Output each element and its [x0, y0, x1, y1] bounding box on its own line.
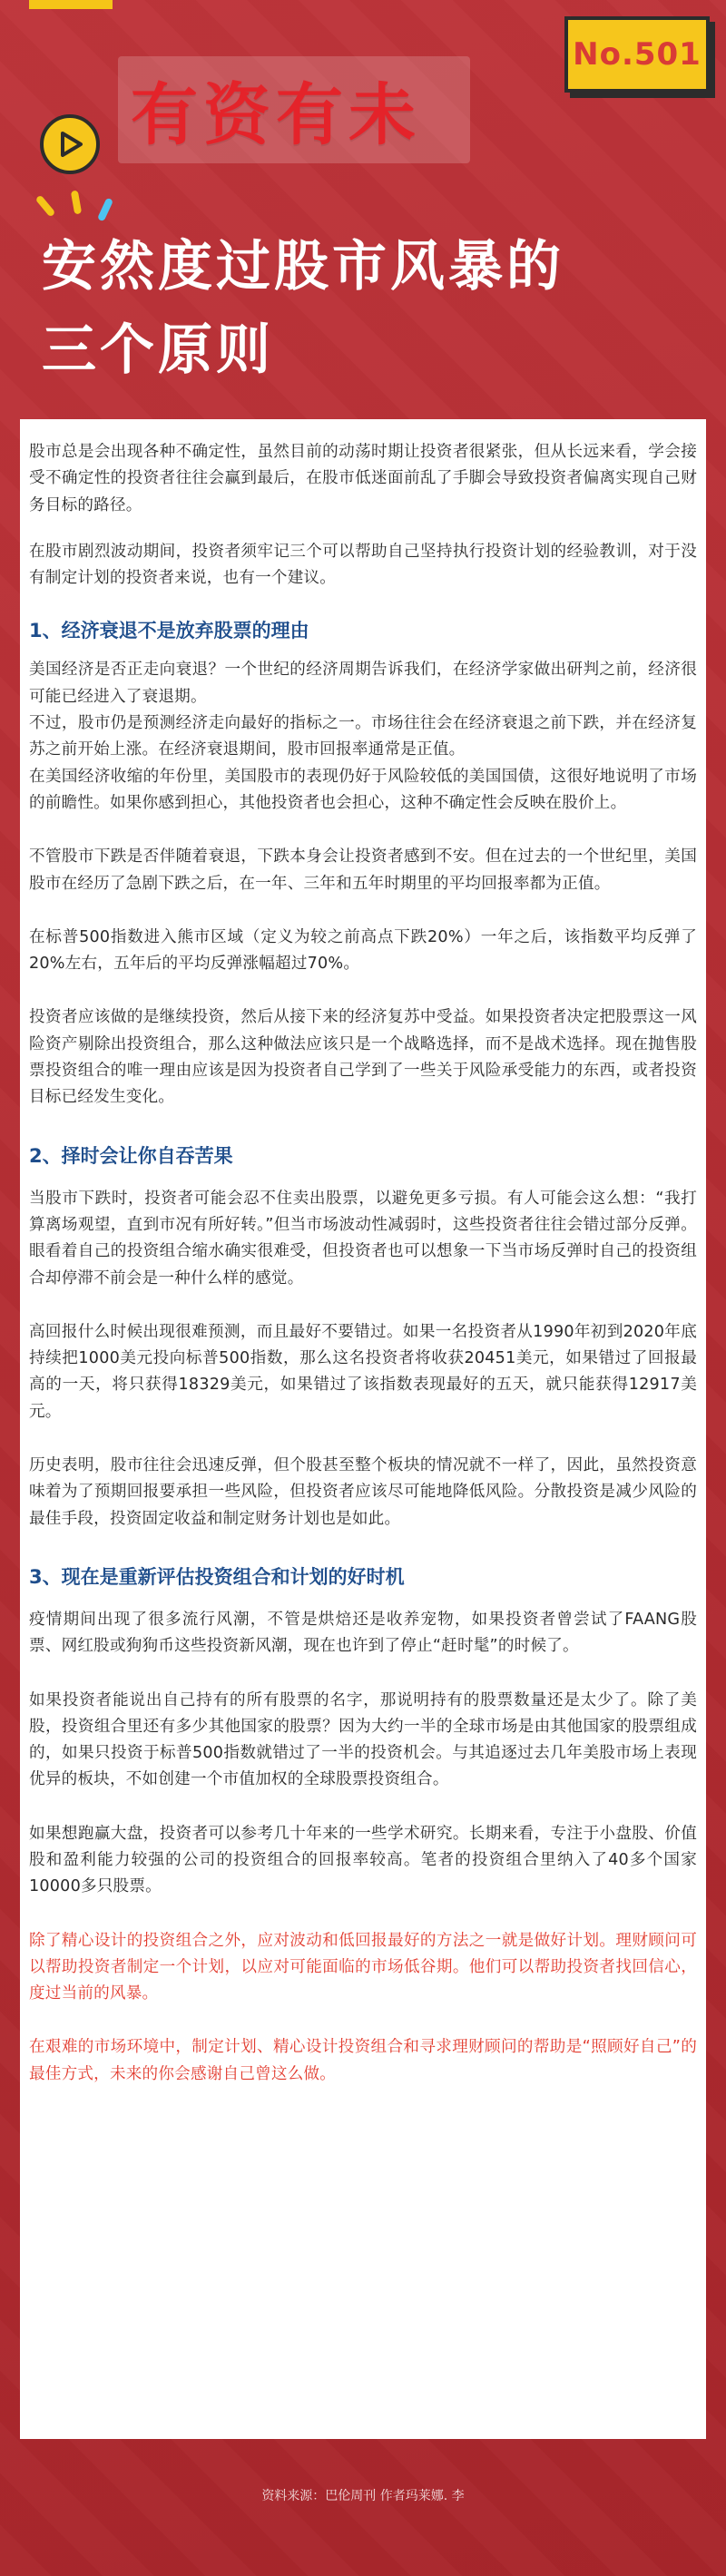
section-paragraph: 在标普500指数进入熊市区域（定义为较之前高点下跌20%）一年之后，该指数平均反弹了20%左右，五年后的平均反弹涨幅超过70%。	[29, 927, 697, 974]
section-paragraph: 历史表明，股市往往会迅速反弹，但个股甚至整个板块的情况就不一样了，因此，虽然投资意味着为了预期回报要承担一些风险，但投资者应该尽可能地降低风险。分散投资是减少风险的最佳手段，投资固定收益和制定财务计划也是如此。	[29, 1456, 697, 1528]
intro-paragraph: 在股市剧烈波动期间，投资者须牢记三个可以帮助自己坚持执行投资计划的经验教训，对于没有制定计划的投资者来说，也有一个建议。	[29, 542, 697, 588]
page-title	[42, 225, 564, 392]
intro-paragraph: 股市总是会出现各种不确定性，虽然目前的动荡时期让投资者很紧张，但从长远来看，学会接受不确定性的投资者往往会赢到最后，在股市低迷面前乱了手脚会导致投资者偏离实现自己财务目标的路径。	[29, 443, 697, 514]
section-heading: 2、择时会让你自吞苦果	[29, 1144, 233, 1167]
section-paragraph: 高回报什么时候出现很难预测，而且最好不要错过。如果一名投资者从1990年初到2020年底持续把1000美元投向标普500指数，那么这名投资者将收获20451美元，如果错过了回报最高的一天，将只获得18329美元，如果错过了该指数表现最好的五天，就只能获得12917美元。	[29, 1322, 697, 1421]
issue-badge	[564, 16, 710, 93]
top-decorative-bar	[29, 0, 113, 9]
article-panel	[20, 419, 706, 2439]
section-paragraph: 疫情期间出现了很多流行风潮，不管是烘焙还是收养宠物，如果投资者曾尝试了FAANG股票、网红股或狗狗币这些投资新风潮，现在也许到了停止“赶时髦”的时候了。	[29, 1610, 697, 1656]
section-paragraph: 投资者应该做的是继续投资，然后从接下来的经济复苏中受益。如果投资者决定把股票这一风险资产剔除出投资组合，那么这种做法应该只是一个战略选择，而不是战术选择。现在抛售股票投资组合的唯一理由应该是因为投资者自己学到了一些关于风险承受能力的东西，或者投资目标已经发生变化。	[29, 1008, 697, 1107]
section-heading: 3、现在是重新评估投资组合和计划的好时机	[29, 1565, 405, 1588]
brand-title: 有资有未	[131, 76, 421, 154]
headline-line-2: 三个原则	[42, 318, 274, 382]
closing-paragraph: 除了精心设计的投资组合之外，应对波动和低回报最好的方法之一就是做好计划。理财顾问可以帮助投资者制定一个计划，以应对可能面临的市场低谷期。他们可以帮助投资者找回信心，度过当前的风暴。	[29, 1931, 697, 2003]
section-heading: 1、经济衰退不是放弃股票的理由	[29, 620, 309, 642]
play-icon	[40, 114, 100, 174]
section-paragraph: 不管股市下跌是否伴随着衰退，下跌本身会让投资者感到不安。但在过去的一个世纪里，美国股市在经历了急剧下跌之后，在一年、三年和五年时期里的平均回报率都为正值。	[29, 847, 697, 893]
section-paragraph: 如果想跑赢大盘，投资者可以参考几十年来的一些学术研究。长期来看，专注于小盘股、价值股和盈利能力较强的公司的投资组合的回报率较高。笔者的投资组合里纳入了40多个国家10000多只股票。	[29, 1824, 697, 1896]
headline-line-1: 安然度过股市风暴的	[42, 235, 564, 299]
section-paragraph: 当股市下跌时，投资者可能会忍不住卖出股票，以避免更多亏损。有人可能会这么想：“我打算离场观望，直到市况有所好转。”但当市场波动性减弱时，这些投资者往往会错过部分反弹。眼看着自己的投资组合缩水确实很难受，但投资者也可以想象一下当市场反弹时自己的投资组合却停滞不前会是一种什么样的感觉。	[29, 1189, 697, 1288]
issue-number: No.501	[573, 36, 701, 73]
section-paragraph: 如果投资者能说出自己持有的所有股票的名字，那说明持有的股票数量还是太少了。除了美股，投资组合里还有多少其他国家的股票？因为大约一半的全球市场是由其他国家的股票组成的，如果只投资于标普500指数就错过了一半的投资机会。与其追逐过去几年美股市场上表现优异的板块，不如创建一个市值加权的全球股票投资组合。	[29, 1690, 697, 1789]
closing-paragraph: 在艰难的市场环境中，制定计划、精心设计投资组合和寻求理财顾问的帮助是“照顾好自己”的最佳方式，未来的你会感谢自己曾这么做。	[29, 2038, 697, 2083]
section-paragraph: 美国经济是否正走向衰退？一个世纪的经济周期告诉我们，在经济学家做出研判之前，经济很可能已经进入了衰退期。 不过，股市仍是预测经济走向最好的指标之一。市场往往会在经济衰退之前下跌，并在经济复苏之前开始上涨。在经济衰退期间，股市回报率通常是正值。 在美国经济收缩的年份里，美国股市的表现仍好于风险较低的美国国债，这很好地说明了市场的前瞻性。如果你感到担心，其他投资者也会担心，这种不确定性会反映在股价上。	[29, 661, 697, 812]
source-credit: 资料来源：巴伦周刊 作者玛莱娜. 李	[261, 2489, 465, 2503]
